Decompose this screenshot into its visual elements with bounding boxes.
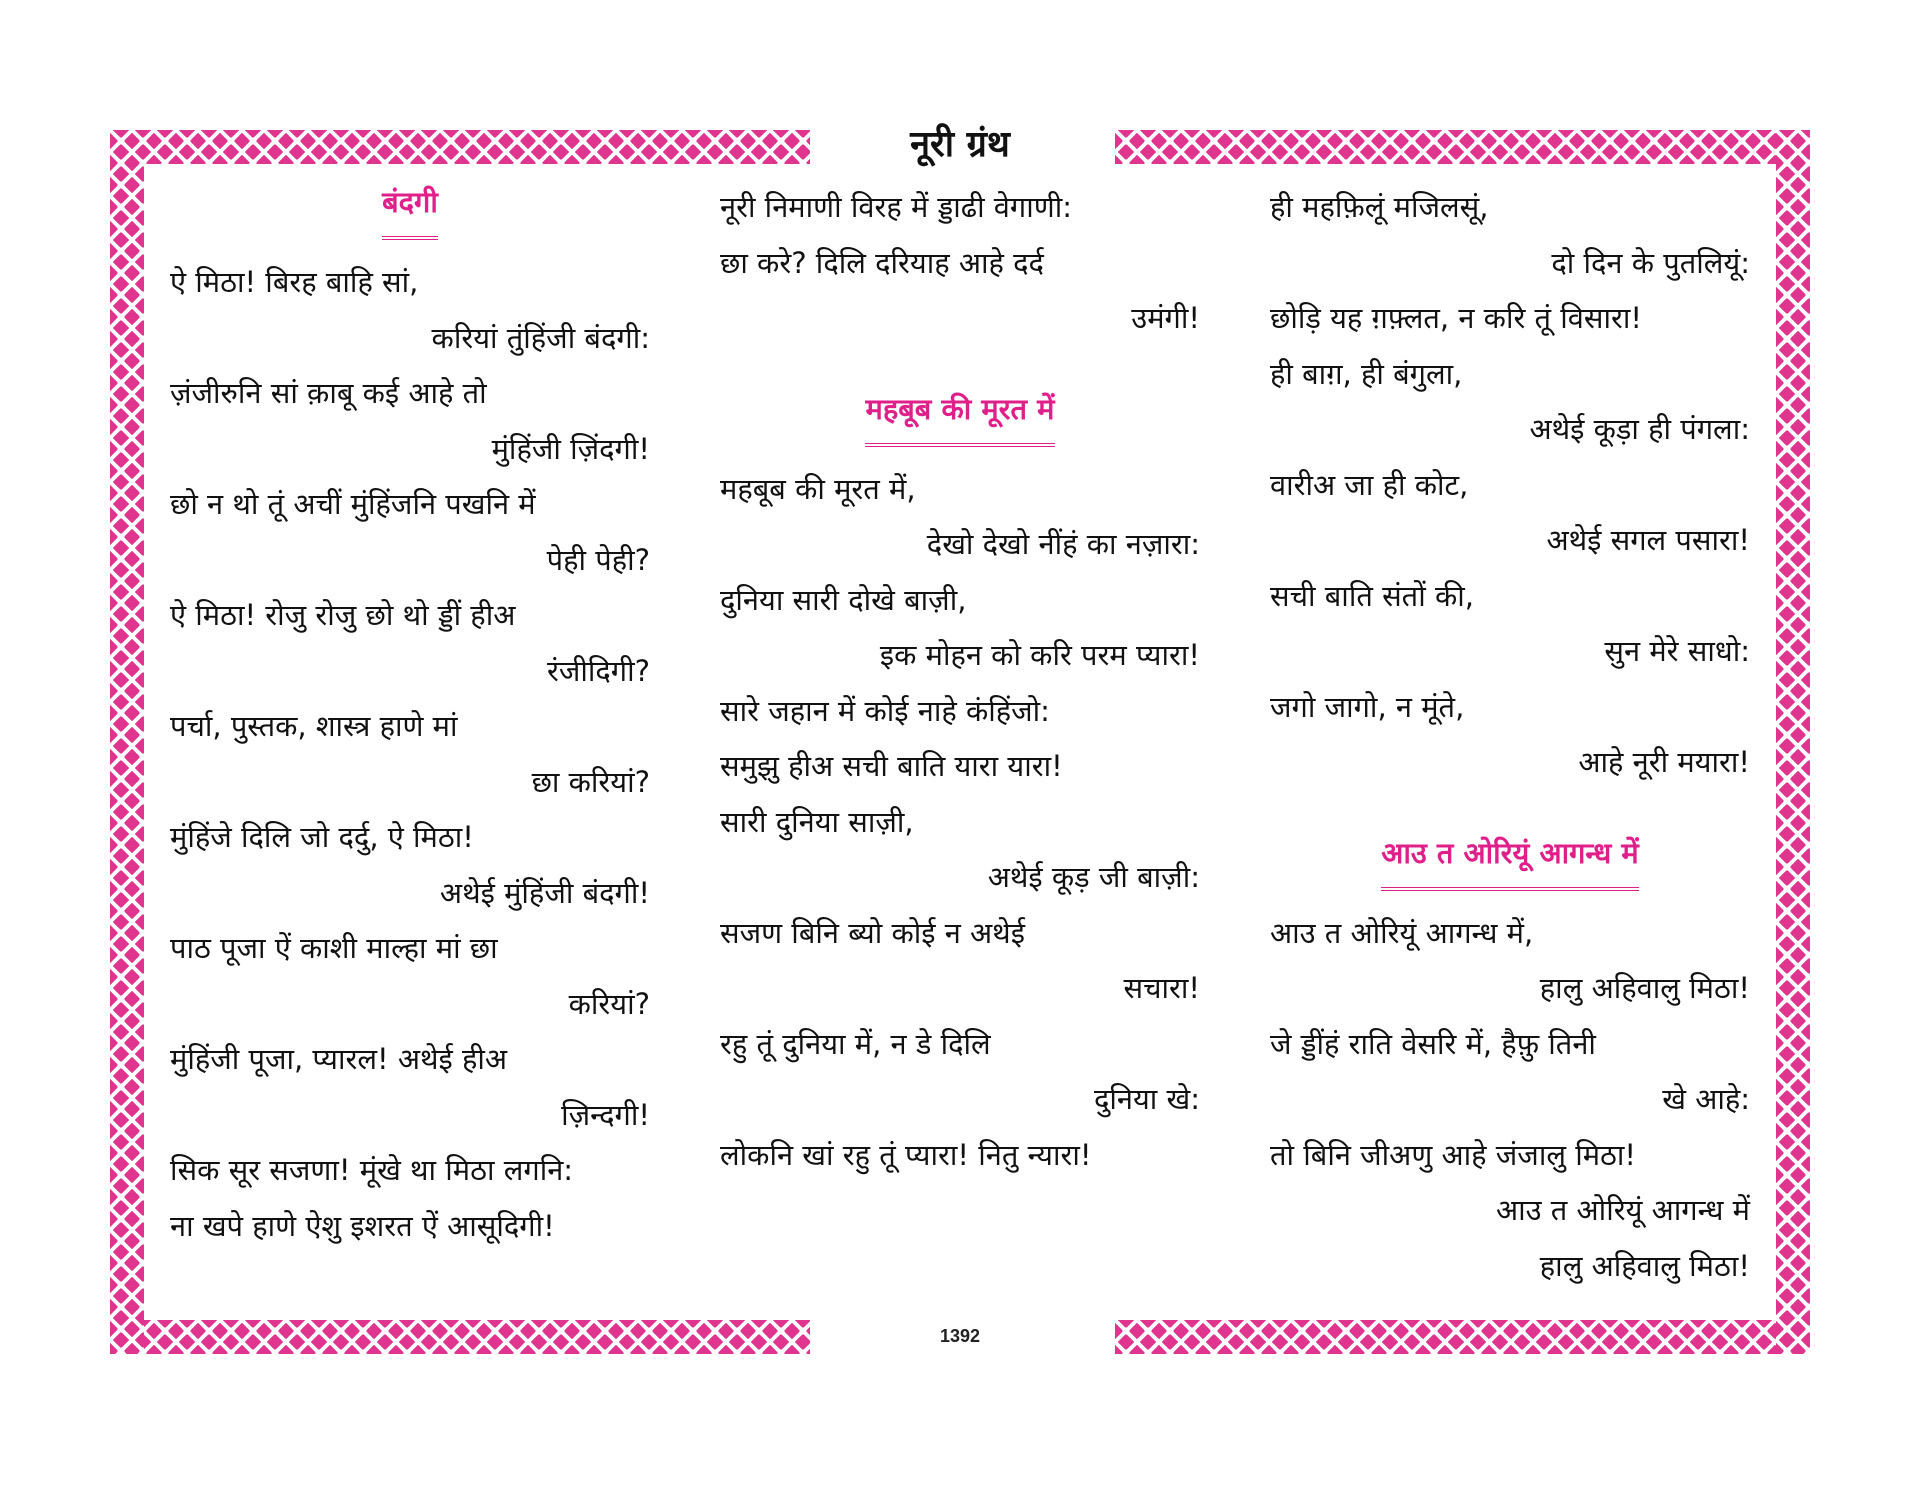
verse-line: रहु तूं दुनिया में, न डे दिलि — [720, 1026, 991, 1061]
verse-line: सची बाति संतों की, — [1270, 578, 1474, 613]
border-right — [1776, 130, 1810, 1354]
verse-line: सजण बिनि ब्यो कोई न अथेई — [720, 915, 1025, 950]
verse-line: आउ त ओरियूं आगन्ध में, — [1270, 915, 1534, 950]
border-top-right — [1115, 130, 1810, 164]
verse-line: पेही पेही? — [546, 542, 650, 577]
verse-line: आहे नूरी मयारा! — [1578, 745, 1750, 779]
verse-line: मुंहिंजी ज़िंदगी! — [491, 431, 650, 466]
verse-line: आउ त ओरियूं आगन्ध में — [1496, 1193, 1750, 1227]
verse-line: देखो देखो नींहं का नज़ारा: — [926, 527, 1200, 561]
verse-line: करियां तुंहिंजी बंदगी: — [431, 320, 650, 355]
verse-line: ज़ंजीरुनि सां क़ाबू कई आहे तो — [170, 376, 487, 410]
verse-line: अथेई कूड़ जी बाज़ी: — [987, 860, 1200, 894]
poem-heading-mehboob — [720, 387, 1200, 462]
verse-line: अथेई मुंहिंजी बंदगी! — [439, 875, 650, 910]
verse-line: दुनिया सारी दोखे बाज़ी, — [720, 582, 967, 617]
verse-line: छोड़ि यह ग़फ़्लत, न करि तूं विसारा! — [1270, 301, 1643, 335]
verse-line: छो न थो तूं अचीं मुंहिंजनि पखनि में — [170, 487, 536, 521]
verse-line: दो दिन के पुतलियूं: — [1551, 245, 1750, 280]
verse-line: अथेई कूड़ा ही पंगला: — [1529, 412, 1750, 446]
verse-line: अथेई सगल पसारा! — [1546, 523, 1750, 557]
verse-line: खे आहे: — [1662, 1082, 1750, 1116]
poem-heading-text: बंदगी — [382, 180, 438, 240]
verse-line: पर्चा, पुस्तक, शास्त्र हाणे मां — [170, 709, 458, 743]
verse-line: हालु अहिवालु मिठा! — [1539, 1248, 1750, 1283]
verse-line: ज़िन्दगी! — [561, 1097, 650, 1132]
verse-line: उमंगी! — [1131, 301, 1200, 335]
book-title: नूरी ग्रंथ — [910, 124, 1010, 165]
verse-line: लोकनि खां रहु तूं प्यारा! नितु न्यारा! — [720, 1137, 1092, 1172]
column-3 — [1270, 180, 1750, 1294]
verse-line: जगो जागो, न मूंते, — [1270, 689, 1465, 724]
verse-line: ही बाग़, ही बंगुला, — [1270, 356, 1463, 391]
verse-line: रंजीदिगी? — [546, 653, 650, 688]
verse-line: वारीअ जा ही कोट, — [1270, 467, 1469, 502]
verse-line: महबूब की मूरत में, — [720, 471, 916, 506]
stanza-gap — [1270, 791, 1750, 831]
verse-line: हालु अहिवालु मिठा! — [1539, 971, 1750, 1005]
verse-line: सुन मेरे साधो: — [1604, 634, 1750, 668]
verse-line: सारे जहान में कोई नाहे कंहिंजो: — [720, 693, 1050, 728]
verse-line: ना खपे हाणे ऐशु इशरत ऐं आसूदिगी! — [170, 1208, 555, 1243]
poem-heading-aau — [1270, 831, 1750, 906]
verse-line: मुंहिंजे दिलि जो दर्दु, ऐ मिठा! — [170, 820, 474, 854]
border-top-left — [110, 130, 810, 164]
column-2 — [720, 180, 1200, 1183]
stanza-gap — [720, 347, 1200, 387]
verse-line: छा करे? दिलि दरियाह आहे दर्द — [720, 245, 1044, 280]
verse-line: सारी दुनिया साज़ी, — [720, 804, 914, 839]
verse-line: नूरी निमाणी विरह में ड्डाढी वेगाणी: — [720, 190, 1073, 224]
verse-line: समुझु हीअ सची बाति यारा यारा! — [720, 749, 1063, 783]
verse-line: छा करियां? — [531, 764, 650, 799]
verse-line: पाठ पूजा ऐं काशी माल्हा मां छा — [170, 931, 498, 965]
verse-line: जे ड्डींहं राति वेसरि में, हैफ़ु तिनी — [1270, 1026, 1596, 1061]
verse-line: तो बिनि जीअणु आहे जंजालु मिठा! — [1270, 1137, 1637, 1172]
column-1 — [170, 180, 650, 1254]
verse-line: सिक सूर सजणा! मूंखे था मिठा लगनि: — [170, 1153, 574, 1187]
poem-heading-bandagi — [170, 180, 650, 255]
verse-line: सचारा! — [1123, 971, 1200, 1005]
page-number: 1392 — [939, 1326, 981, 1346]
poem-heading-text: महबूब की मूरत में — [865, 387, 1054, 447]
verse-line: इक मोहन को करि परम प्यारा! — [879, 638, 1200, 672]
verse-line: ऐ मिठा! बिरह बाहि सां, — [170, 265, 419, 299]
border-bottom-right — [1115, 1320, 1810, 1354]
verse-line: करियां? — [568, 986, 650, 1021]
verse-line: दुनिया खे: — [1093, 1082, 1200, 1116]
border-left — [110, 130, 144, 1354]
border-bottom-left — [110, 1320, 810, 1354]
verse-line: ही महफ़िलूं मजिलसूं, — [1270, 190, 1489, 224]
verse-line: ऐ मिठा! रोजु रोजु छो थो ड्डीं हीअ — [170, 598, 516, 632]
poem-heading-text: आउ त ओरियूं आगन्ध में — [1381, 831, 1638, 891]
verse-line: मुंहिंजी पूजा, प्यारल! अथेई हीअ — [170, 1042, 508, 1076]
